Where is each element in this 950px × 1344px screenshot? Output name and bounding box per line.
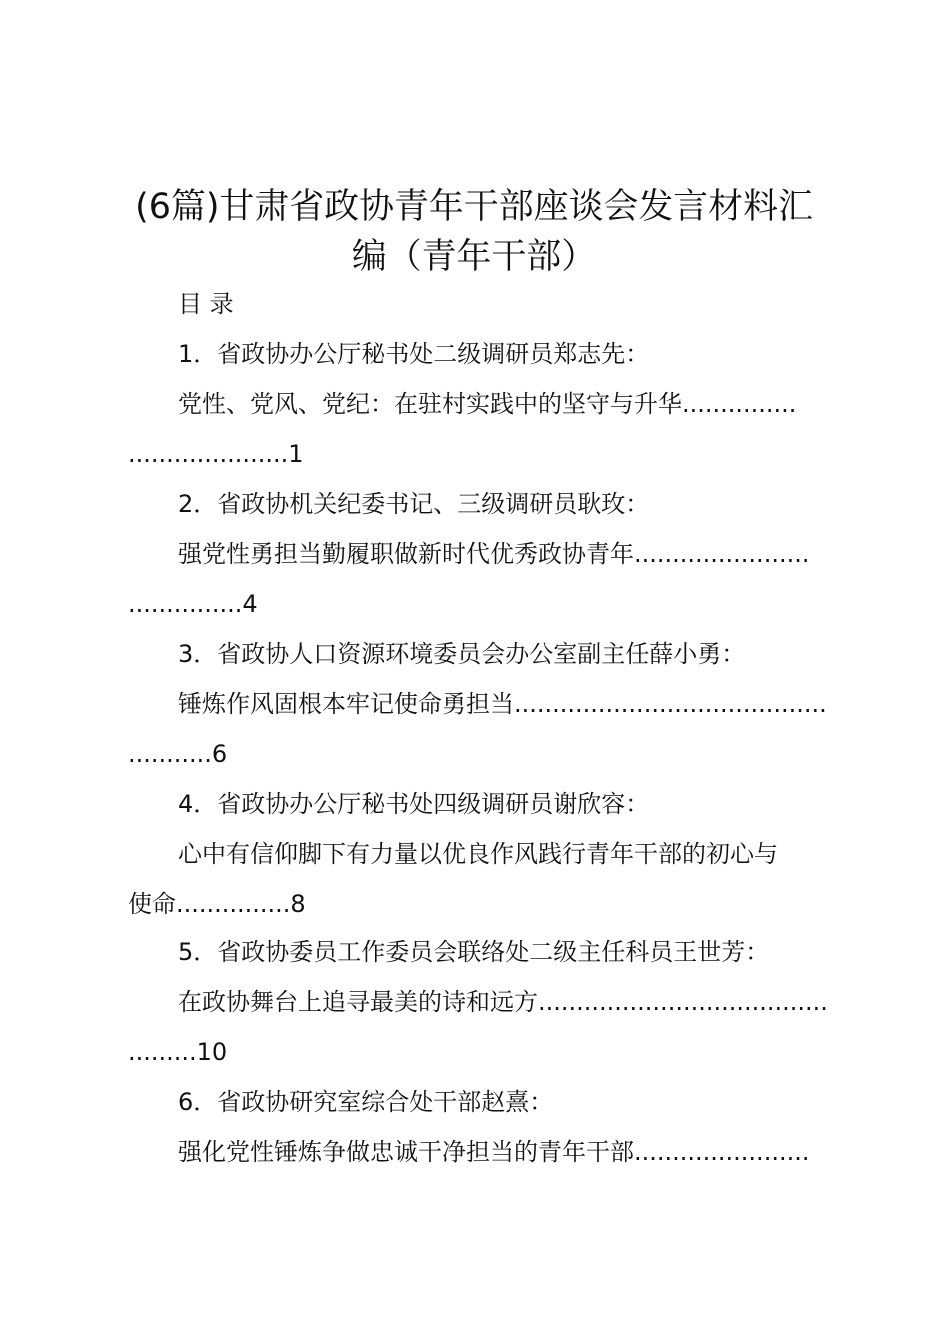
toc-entry-2-page: ...............4 [128,590,258,618]
toc-entry-5-page: .........10 [128,1038,228,1066]
toc-entry-2-title: 强党性勇担当勤履职做新时代优秀政协青年....................... [178,540,810,568]
toc-heading: 目 录 [178,290,234,318]
toc-entry-5-title: 在政协舞台上追寻最美的诗和远方...................................... [178,988,828,1016]
document-title-line-2: 编（青年干部） [351,237,597,277]
toc-entry-4-author: 4．省政协办公厅秘书处四级调研员谢欣容： [178,790,650,818]
toc-entry-3-page: ...........6 [128,740,228,768]
toc-entry-3-author: 3．省政协人口资源环境委员会办公室副主任薛小勇： [178,640,746,668]
toc-entry-5-author: 5．省政协委员工作委员会联络处二级主任科员王世芳： [178,938,770,966]
toc-entry-4-title: 心中有信仰脚下有力量以优良作风践行青年干部的初心与 [178,840,778,868]
document-title-line-1: (6篇)甘肃省政协青年干部座谈会发言材料汇 [135,187,813,227]
toc-entry-1-author: 1．省政协办公厅秘书处二级调研员郑志先： [178,340,650,368]
toc-entry-2-author: 2．省政协机关纪委书记、三级调研员耿玫： [178,490,650,518]
toc-entry-3-title: 锤炼作风固根本牢记使命勇担当......................................... [178,690,827,718]
toc-entry-6-title: 强化党性锤炼争做忠诚干净担当的青年干部....................... [178,1138,810,1166]
toc-entry-1-page: .....................1 [128,440,304,468]
toc-entry-6-author: 6．省政协研究室综合处干部赵熹： [178,1088,554,1116]
toc-entry-4-page: 使命...............8 [128,890,306,918]
toc-entry-1-title: 党性、党风、党纪：在驻村实践中的坚守与升华............... [178,390,797,418]
